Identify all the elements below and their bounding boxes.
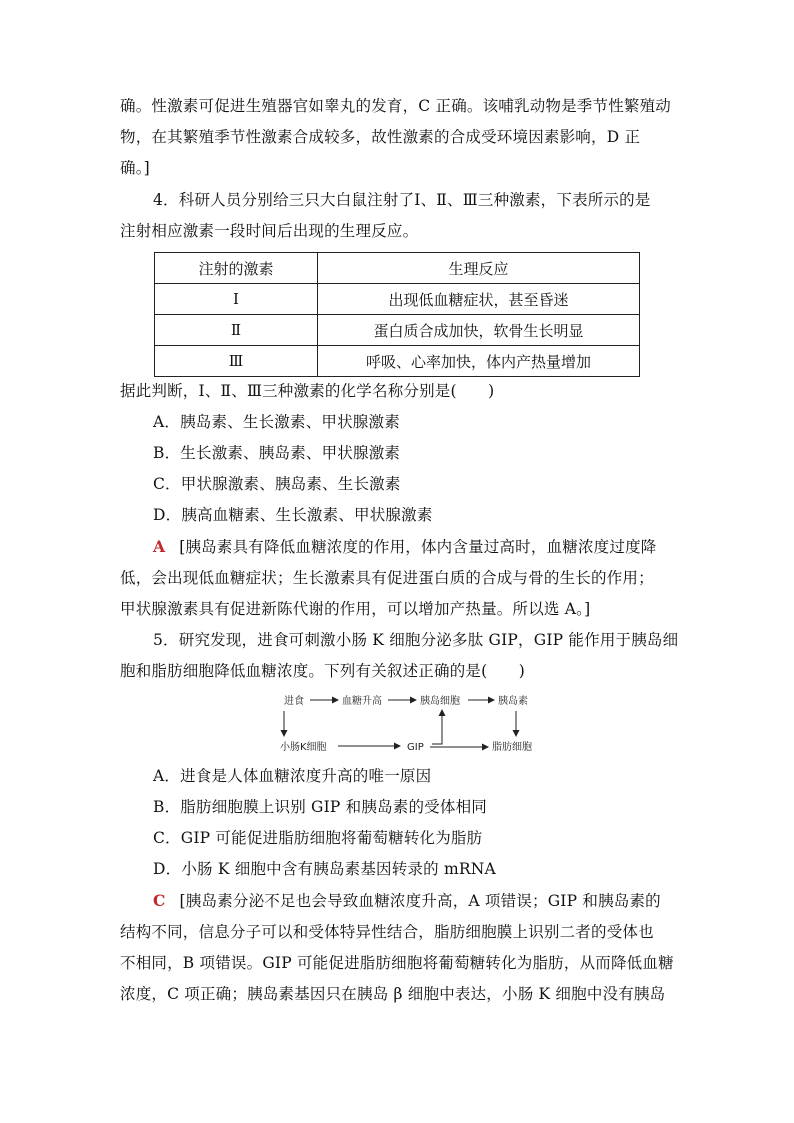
q4-option-c: C．甲状腺激素、胰岛素、生长激素 — [153, 475, 401, 493]
table-cell: 呼吸、心率加快，体内产热量增加 — [318, 346, 640, 377]
node-islet-cell: 胰岛细胞 — [420, 696, 460, 707]
q4-explanation-text: [胰岛素具有降低血糖浓度的作用，体内含量过高时，血糖浓度过度降 — [179, 538, 657, 556]
gip-flow-diagram — [280, 690, 550, 760]
q4-option-a: A．胰岛素、生长激素、甲状腺激素 — [153, 413, 400, 431]
q4-explanation-line: 低，会出现低血糖症状；生长激素具有促进蛋白质的合成与骨的生长的作用； — [120, 569, 654, 587]
q4-stem-line: 注射相应激素一段时间后出现的生理反应。 — [120, 222, 419, 240]
q5-explanation-line: 结构不同，信息分子可以和受体特异性结合，脂肪细胞膜上识别二者的受体也 — [120, 923, 654, 941]
table-cell: Ⅱ — [155, 315, 318, 346]
q4-question: 据此判断，Ⅰ、Ⅱ、Ⅲ三种激素的化学名称分别是( ) — [120, 382, 495, 400]
q5-answer: C — [153, 891, 166, 910]
text-line: 确。性激素可促进生殖器官如睾丸的发育，C 正确。该哺乳动物是季节性繁殖动 — [120, 97, 671, 115]
node-glucose-up: 血糖升高 — [342, 696, 382, 707]
q4-answer: A — [153, 537, 166, 556]
q4-stem-line: 4．科研人员分别给三只大白鼠注射了Ⅰ、Ⅱ、Ⅲ三种激素，下表所示的是 — [153, 191, 651, 209]
node-k-cell: 小肠K细胞 — [280, 742, 327, 753]
q4-explanation-line: 甲状腺激素具有促进新陈代谢的作用，可以增加产热量。所以选 A。] — [120, 600, 591, 618]
q5-explanation-line: 浓度，C 项正确；胰岛素基因只在胰岛 β 细胞中表达，小肠 K 细胞中没有胰岛 — [120, 985, 666, 1003]
q4-explanation-line — [153, 537, 713, 557]
hormone-table — [154, 252, 640, 377]
node-eat: 进食 — [284, 696, 304, 707]
table-row — [155, 315, 640, 346]
text-line: 确。] — [120, 159, 150, 177]
q5-option-b: B．脂肪细胞膜上识别 GIP 和胰岛素的受体相同 — [153, 798, 487, 816]
q4-option-d: D．胰高血糖素、生长激素、甲状腺激素 — [153, 506, 433, 524]
q5-option-d: D．小肠 K 细胞中含有胰岛素基因转录的 mRNA — [153, 860, 496, 878]
table-header-cell: 注射的激素 — [155, 253, 318, 284]
q5-explanation-line — [153, 891, 713, 911]
node-fat-cell: 脂肪细胞 — [492, 742, 532, 753]
table-header-row — [155, 253, 640, 284]
table-cell: Ⅲ — [155, 346, 318, 377]
table-cell: Ⅰ — [155, 284, 318, 315]
q5-stem-line: 5．研究发现，进食可刺激小肠 K 细胞分泌多肽 GIP，GIP 能作用于胰岛细 — [153, 631, 679, 649]
q4-option-b: B．生长激素、胰岛素、甲状腺激素 — [153, 444, 401, 462]
table-row — [155, 284, 640, 315]
table-cell: 蛋白质合成加快，软骨生长明显 — [318, 315, 640, 346]
q5-stem-line: 胞和脂肪细胞降低血糖浓度。下列有关叙述正确的是( ) — [120, 662, 525, 680]
table-header-cell: 生理反应 — [318, 253, 640, 284]
q5-option-a: A．进食是人体血糖浓度升高的唯一原因 — [153, 767, 432, 785]
arrow-gip-to-islet — [432, 710, 442, 744]
q5-option-c: C．GIP 可能促进脂肪细胞将葡萄糖转化为脂肪 — [153, 829, 483, 847]
node-insulin: 胰岛素 — [498, 696, 528, 707]
text-line: 物，在其繁殖季节性激素合成较多，故性激素的合成受环境因素影响，D 正 — [120, 128, 641, 146]
q5-explanation-text: [胰岛素分泌不足也会导致血糖浓度升高，A 项错误；GIP 和胰岛素的 — [179, 892, 661, 910]
q5-explanation-line: 不相同，B 项错误。GIP 可能促进脂肪细胞将葡萄糖转化为脂肪，从而降低血糖 — [120, 954, 674, 972]
node-gip: GIP — [407, 742, 424, 753]
table-row — [155, 346, 640, 377]
table-cell: 出现低血糖症状，甚至昏迷 — [318, 284, 640, 315]
